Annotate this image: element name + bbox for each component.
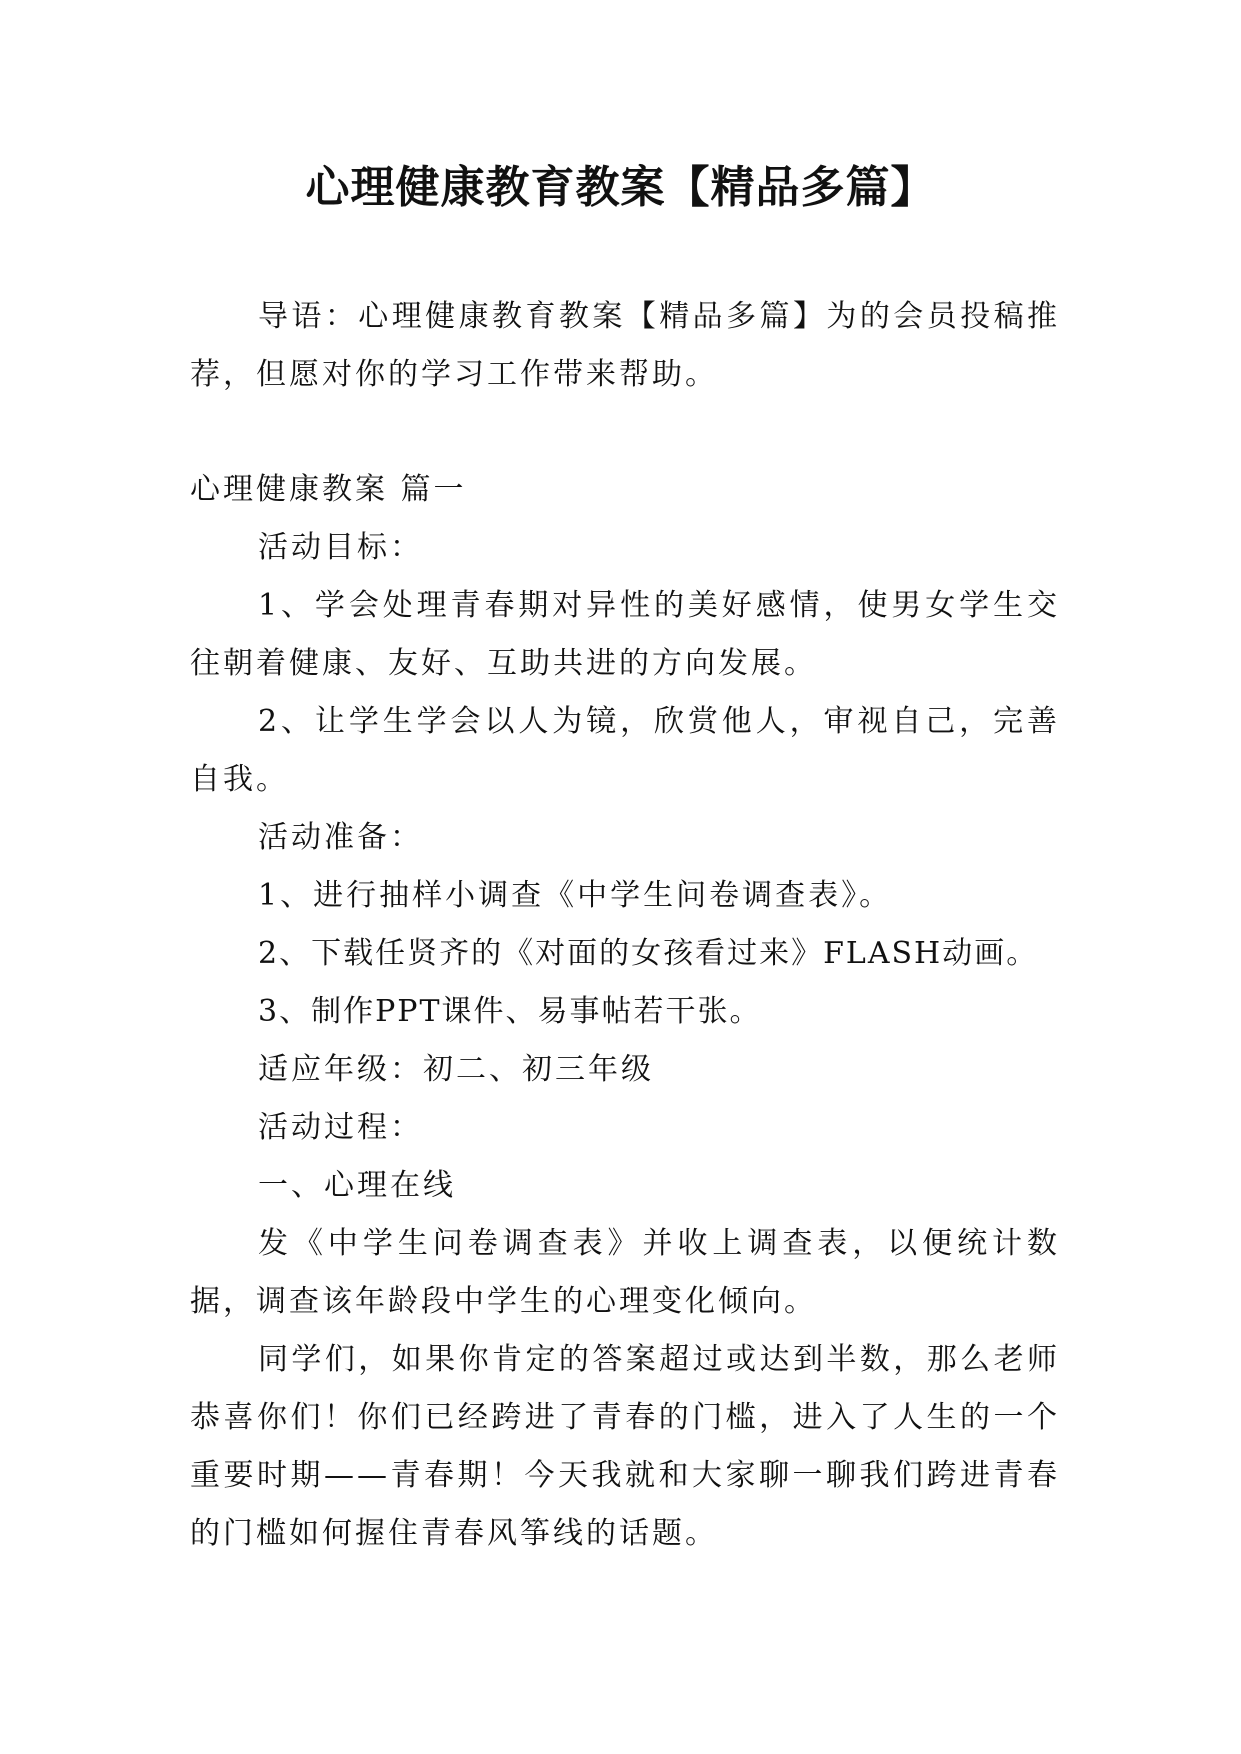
section-heading: 心理健康教案 篇一 [190, 472, 467, 507]
paragraph-goal-1: 1、学会处理青春期对异性的美好感情，使男女学生交往朝着健康、友好、互助共进的方向发展。 [190, 588, 1060, 681]
paragraph-goal-2: 2、让学生学会以人为镜，欣赏他人，审视自己，完善自我。 [190, 704, 1060, 797]
document-title: 心理健康教育教案【精品多篇】 [305, 162, 936, 213]
paragraph-prep-3: 3、制作PPT课件、易事帖若干张。 [258, 994, 762, 1029]
paragraph-prep-1: 1、进行抽样小调查《中学生问卷调查表》。 [258, 878, 893, 913]
paragraph-activity-prep: 活动准备： [258, 820, 423, 855]
paragraph-prep-2: 2、下载任贤齐的《对面的女孩看过来》FLASH动画。 [258, 936, 1039, 971]
paragraph-congrats: 同学们，如果你肯定的答案超过或达到半数，那么老师恭喜你们！你们已经跨进了青春的门槛，进入了人生的一个重要时期——青春期！今天我就和大家聊一聊我们跨进青春的门槛如何握住青春风筝线的话题。 [190, 1342, 1060, 1551]
paragraph-activity-process: 活动过程： [258, 1110, 423, 1145]
paragraph-survey: 发《中学生问卷调查表》并收上调查表，以便统计数据，调查该年龄段中学生的心理变化倾向。 [190, 1226, 1060, 1319]
paragraph-activity-goals: 活动目标： [258, 530, 423, 565]
document-body [190, 288, 1060, 1563]
intro-paragraph: 导语：心理健康教育教案【精品多篇】为的会员投稿推荐，但愿对你的学习工作带来帮助。 [190, 299, 1060, 392]
paragraph-section-one: 一、心理在线 [258, 1168, 456, 1203]
paragraph-grade: 适应年级：初二、初三年级 [258, 1052, 654, 1087]
